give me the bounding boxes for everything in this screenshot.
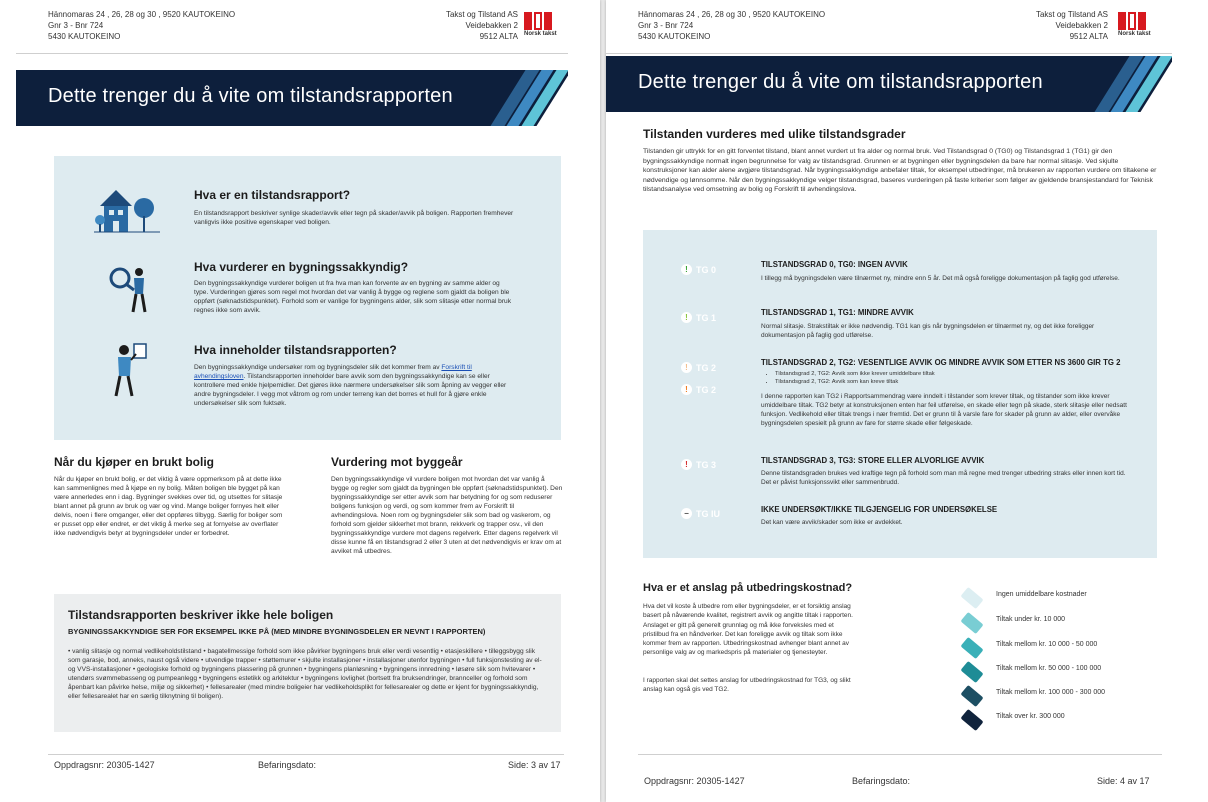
warning-icon: ! bbox=[681, 264, 692, 275]
footer-order-number: Oppdragsnr: 20305-1427 bbox=[644, 776, 745, 786]
cost-estimate-title: Hva er et anslag på utbedringskostnad? bbox=[643, 582, 853, 594]
building-year-title: Vurdering mot byggeår bbox=[331, 455, 463, 469]
footer-page-number: Side: 4 av 17 bbox=[1097, 776, 1150, 786]
regulation-link[interactable]: Forskrift til avhendingsloven bbox=[194, 364, 472, 380]
cost-tag-5-icon bbox=[960, 709, 983, 731]
tg2-bullets bbox=[761, 370, 1131, 386]
grade-intro-title: Tilstanden vurderes med ulike tilstandsgrader bbox=[643, 127, 906, 141]
exclusions-panel bbox=[54, 594, 561, 732]
footer-inspection-date: Befaringsdato: bbox=[258, 760, 317, 770]
condition-grades-panel bbox=[643, 230, 1157, 558]
tgiu-text: Det kan være avvik/skader som ikke er avdekket. bbox=[761, 519, 903, 526]
cost-estimate-text: Hva det vil koste å utbedre rom eller bygningsdeler, er et forsiktig anslag basert på nåværende kvalitet, registrert avvik og angitte tiltak i rapporten. Anslaget er gitt på generelt grunnlag og må ikke forveksles med et pristilbud fra en håndverker. Det kan foreligge avvik og tiltak som ikke kommer frem av rapporten. Utbedringskostnad avhenger blant annet av personlige valg av og markedspris på materialer og tjenesteyter. bbox=[643, 603, 853, 657]
building-year-text: Den bygningssakkyndige vil vurdere boligen mot hvordan det var vanlig å bygge og regler som gjaldt da bygningen ble oppført (søknadstidspunktet). Den bygningssakkyndige ser etter avvik som har betydning for og som reduserer boligens funksjon og verdi, og som kommer frem av Forskrift til avhendingslova. Noen rom og bygningsdeler slik som bad og vaskerom, og forhold som gjelder sikkerhet mot brann, rekkverk og trapper osv., vil den bygningssakkyndige vurdere mot dagens regelverk. Etter dagens regelverk vil disse kunne få en tilstandsgrad 2 eller 3 uten at det nødvendigvis er krav om at avviket må utbedres. bbox=[331, 476, 563, 555]
inspector-clipboard-icon bbox=[110, 340, 150, 398]
cost-estimate-text-2: I rapporten skal det settes anslag for utbedringskostnad for TG3, og slikt anslag kan også gis ved TG2. bbox=[643, 677, 851, 694]
info-panel bbox=[54, 156, 561, 440]
property-address: Hännomaras 24 , 26, 28 og 30 , 9520 KAUTOKEINO Gnr 3 - Bnr 724 5430 KAUTOKEINO bbox=[638, 10, 826, 41]
footer-divider bbox=[638, 754, 1162, 755]
question-report-contents: Hva inneholder tilstandsrapporten? bbox=[194, 343, 397, 357]
tg2-bullet-no-action: • Tilstandsgrad 2, TG2: Avvik som ikke krever umiddelbare tiltak bbox=[775, 370, 1131, 378]
answer-what-is-report: En tilstandsrapport beskriver synlige skader/avvik eller tegn på skader/avvik på boligen. Rapporten fremhever vanligvis ikke positive egenskaper ved boligen. bbox=[194, 210, 514, 226]
exclusions-title: Tilstandsrapporten beskriver ikke hele boligen bbox=[68, 608, 334, 622]
tg0-text: I tillegg må bygningsdelen være tilnærmet ny, mindre enn 5 år. Det må også foreligge dokumentasjon på faglig god utførelse. bbox=[761, 275, 1120, 282]
warning-icon: ! bbox=[681, 384, 692, 395]
cost-level-5: Tiltak over kr. 300 000 bbox=[996, 713, 1065, 720]
question-what-inspector-assesses: Hva vurderer en bygningssakkyndig? bbox=[194, 260, 409, 274]
tg2-badge-dark: ! TG 2 bbox=[677, 381, 731, 398]
warning-icon: ! bbox=[681, 362, 692, 373]
cost-tag-1-icon bbox=[960, 612, 983, 634]
answer-report-contents: Den bygningssakkyndige undersøker rom og bygningsdeler slik det kommer frem av Forskrift til avhendingsloven. Tilstandsrapporten inneholder bare avvik som den bygningssakkyndige kan se eller kontrollere med enkle hjelpemidler. Det gjøres ikke nærmere undersøkelser slik som åpning av vegger eller andre bygningsdeler. I vegg mot våtrom og rom under terreng kan det borres et hull for å gjøre enkle undersøkelser slik som fuktsøk. bbox=[194, 364, 507, 407]
tg1-text: Normal slitasje. Strakstiltak er ikke nødvendig. TG1 kan gis når bygningsdelen er tilnærmet ny, og det ikke foreligger dokumentasjon på faglig god utførelse. bbox=[761, 323, 1095, 339]
report-page-4 bbox=[606, 0, 1208, 802]
banner-title: Dette trenger du å vite om tilstandsrapporten bbox=[48, 85, 453, 107]
warning-icon: ! bbox=[681, 459, 692, 470]
company-address: Takst og Tilstand AS Veidebakken 2 9512 ALTA bbox=[1035, 10, 1108, 41]
footer-page-number: Side: 3 av 17 bbox=[508, 760, 561, 770]
tg2-text: I denne rapporten kan TG2 i Rapportsammendrag være inndelt i tilstander som krever tiltak, og tilstander som ikke krever umiddelbare tiltak. TG2 betyr at konstruksjonen enten har feil utførelse, en skade eller tegn på skade, sterk slitasje eller nedsatt funksjon. Vedlikehold eller tiltak trengs i nær fremtid. Det er grunn til å varsle fare for skader på grunn av alder, eller overvåke bygningsdelen spesielt på grunn av fare for større skade eller følgeskade. bbox=[761, 393, 1127, 427]
tgiu-title: IKKE UNDERSØKT/IKKE TILGJENGELIG FOR UNDERSØKELSE bbox=[761, 505, 998, 514]
tg1-title: TILSTANDSGRAD 1, TG1: MINDRE AVVIK bbox=[761, 308, 914, 317]
header-divider bbox=[16, 53, 568, 54]
footer-inspection-date: Befaringsdato: bbox=[852, 776, 911, 786]
tg0-badge: ! TG 0 bbox=[677, 261, 731, 278]
buying-used-text: Når du kjøper en brukt bolig, er det viktig å være oppmerksom på at dette ikke kan sammenlignes med å kjøpe en ny bolig. Måten boligen ble bygget på kan være annerledes enn i dag. Bygninger svekkes over tid, og utsettes for slitasje blant annet på grunn av bruk og vær og vind. Mange boliger fornyes helt eller delvis, noen i flere omganger, eller det oppføres tilbygg. Særlig for boliger som er pusset opp eller endret, er det viktig å merke seg at fornyelse av overflater ikke nødvendigvis betyr at bygningsdeler under er forbedret. bbox=[54, 476, 283, 537]
house-icon bbox=[94, 186, 160, 234]
question-what-is-report: Hva er en tilstandsrapport? bbox=[194, 188, 351, 202]
cost-level-1: Tiltak under kr. 10 000 bbox=[996, 616, 1066, 623]
property-address: Hännomaras 24 , 26, 28 og 30 , 9520 KAUTOKEINO Gnr 3 - Bnr 724 5430 KAUTOKEINO bbox=[48, 10, 236, 41]
company-address: Takst og Tilstand AS Veidebakken 2 9512 ALTA bbox=[445, 10, 518, 41]
cost-tag-4-icon bbox=[960, 685, 983, 707]
tg1-badge: ! TG 1 bbox=[677, 309, 731, 326]
footer-order-number: Oppdragsnr: 20305-1427 bbox=[54, 760, 155, 770]
minus-icon: − bbox=[681, 508, 692, 519]
header-divider bbox=[606, 53, 1172, 54]
tg3-badge: ! TG 3 bbox=[677, 456, 731, 473]
cost-level-3: Tiltak mellom kr. 50 000 - 100 000 bbox=[996, 665, 1102, 672]
tg2-bullet-may-need-action: • Tilstandsgrad 2, TG2: Avvik som kan kreve tiltak bbox=[775, 378, 1131, 386]
cost-level-4: Tiltak mellom kr. 100 000 - 300 000 bbox=[996, 689, 1106, 696]
tg3-title: TILSTANDSGRAD 3, TG3: STORE ELLER ALVORLIGE AVVIK bbox=[761, 456, 985, 465]
cost-level-2: Tiltak mellom kr. 10 000 - 50 000 bbox=[996, 641, 1098, 648]
tgiu-badge: − TG IU bbox=[677, 505, 735, 522]
grade-intro-text: Tilstanden gir uttrykk for en gitt forventet tilstand, blant annet vurdert ut fra alder og normal bruk. Ved Tilstandsgrad 0 (TG0) og Tilstandsgrad 1 (TG1) gir den bygningssakkyndige normalt ingen begrunnelse for valg av tilstandsgrad. Grunnen er at bygningen eller bygningsdelen da bare har normal slitasje. Ved skjulte konstruksjoner kan alder alene avgjøre tilstandsgrad. Når bygningssakkyndige anbefaler tiltak, for eksempel utbedringer, må brukeren av rapporten vurdere om tiltakene er nødvendige og lønnsomme. Når den bygningssakkyndige velger tilstandsgrad, baseres vurderingen på faste kriterier som følger av gjeldende bransjestandard for Teknisk tilstandsanalyse ved omsetning av bolig og Forskrift til avhendingslova. bbox=[643, 148, 1157, 193]
cost-tag-0-icon bbox=[960, 587, 983, 609]
inspector-magnifier-icon bbox=[106, 264, 156, 314]
tg2-title: TILSTANDSGRAD 2, TG2: VESENTLIGE AVVIK OG MINDRE AVVIK SOM ETTER NS 3600 GIR TG 2 bbox=[761, 358, 1121, 367]
tg3-text: Denne tilstandsgraden brukes ved kraftige tegn på forhold som man må regne med trenger utbedring straks eller innen kort tid. Det er påvist funksjonssvikt eller sammenbrudd. bbox=[761, 470, 1126, 486]
banner-title: Dette trenger du å vite om tilstandsrapporten bbox=[638, 71, 1043, 93]
tg2-badge-light: ! TG 2 bbox=[677, 359, 731, 376]
exclusions-subtitle: BYGNINGSSAKKYNDIGE SER FOR EKSEMPEL IKKE PÅ (MED MINDRE BYGNINGSDELEN ER NEVNT I RAPPORTEN) bbox=[68, 627, 486, 636]
page-banner bbox=[606, 56, 1172, 112]
norsk-takst-logo: Norsk takst bbox=[524, 12, 564, 37]
exclusions-list: • vanlig slitasje og normal vedlikeholdstilstand • bagatellmessige forhold som ikke påvirker bygningens bruk eller verdi vesentlig • etasjeskillere • tilleggsbygg slik som garasje, bod, anneks, naust også videre • utvendige trapper • støttemurer • skjulte installasjoner • installasjoner utenfor bygningen • full funksjonstesting av el- og VVS-installasjoner • geologiske forhold og bygningens plassering på grunnen • bygningens planløsning • bygningens innredning • løsøre slik som hvitevarer • utendørs svømmebasseng og pumpeanlegg • bygningens estetikk og arkitektur • bygningens lovlighet (bortsett fra bruksendringer, brannceller og forhold som åpenbart kan påvirke helse, miljø og sikkerhet) • fellesarealer (med mindre boligeier har vedlikeholdsplikt for fellesarealer og dette er kjent for bygningssakkyndig, eller fellesarealet har en særlig tilknytning til boligen). bbox=[68, 648, 542, 700]
norsk-takst-logo: Norsk takst bbox=[1118, 12, 1158, 37]
report-page-3 bbox=[0, 0, 600, 802]
cost-tag-2-icon bbox=[960, 637, 983, 659]
tg0-title: TILSTANDSGRAD 0, TG0: INGEN AVVIK bbox=[761, 260, 908, 269]
page-banner bbox=[16, 70, 568, 126]
footer-divider bbox=[48, 754, 564, 755]
cost-tag-3-icon bbox=[960, 661, 983, 683]
cost-level-0: Ingen umiddelbare kostnader bbox=[996, 591, 1087, 598]
buying-used-title: Når du kjøper en brukt bolig bbox=[54, 455, 215, 469]
warning-icon: ! bbox=[681, 312, 692, 323]
answer-what-inspector-assesses: Den bygningssakkyndige vurderer boligen ut fra hva man kan forvente av en bygning av samme alder og type. Vurderingen gjøres som regel mot hvordan det var vanlig å bygge og reglene som gjaldt da boligen ble oppført (søknadstidspunktet). Forhold som er vanlige for bygningens alder, slik som slitasje etter normal bruk regnes ikke som avvik. bbox=[194, 280, 512, 314]
